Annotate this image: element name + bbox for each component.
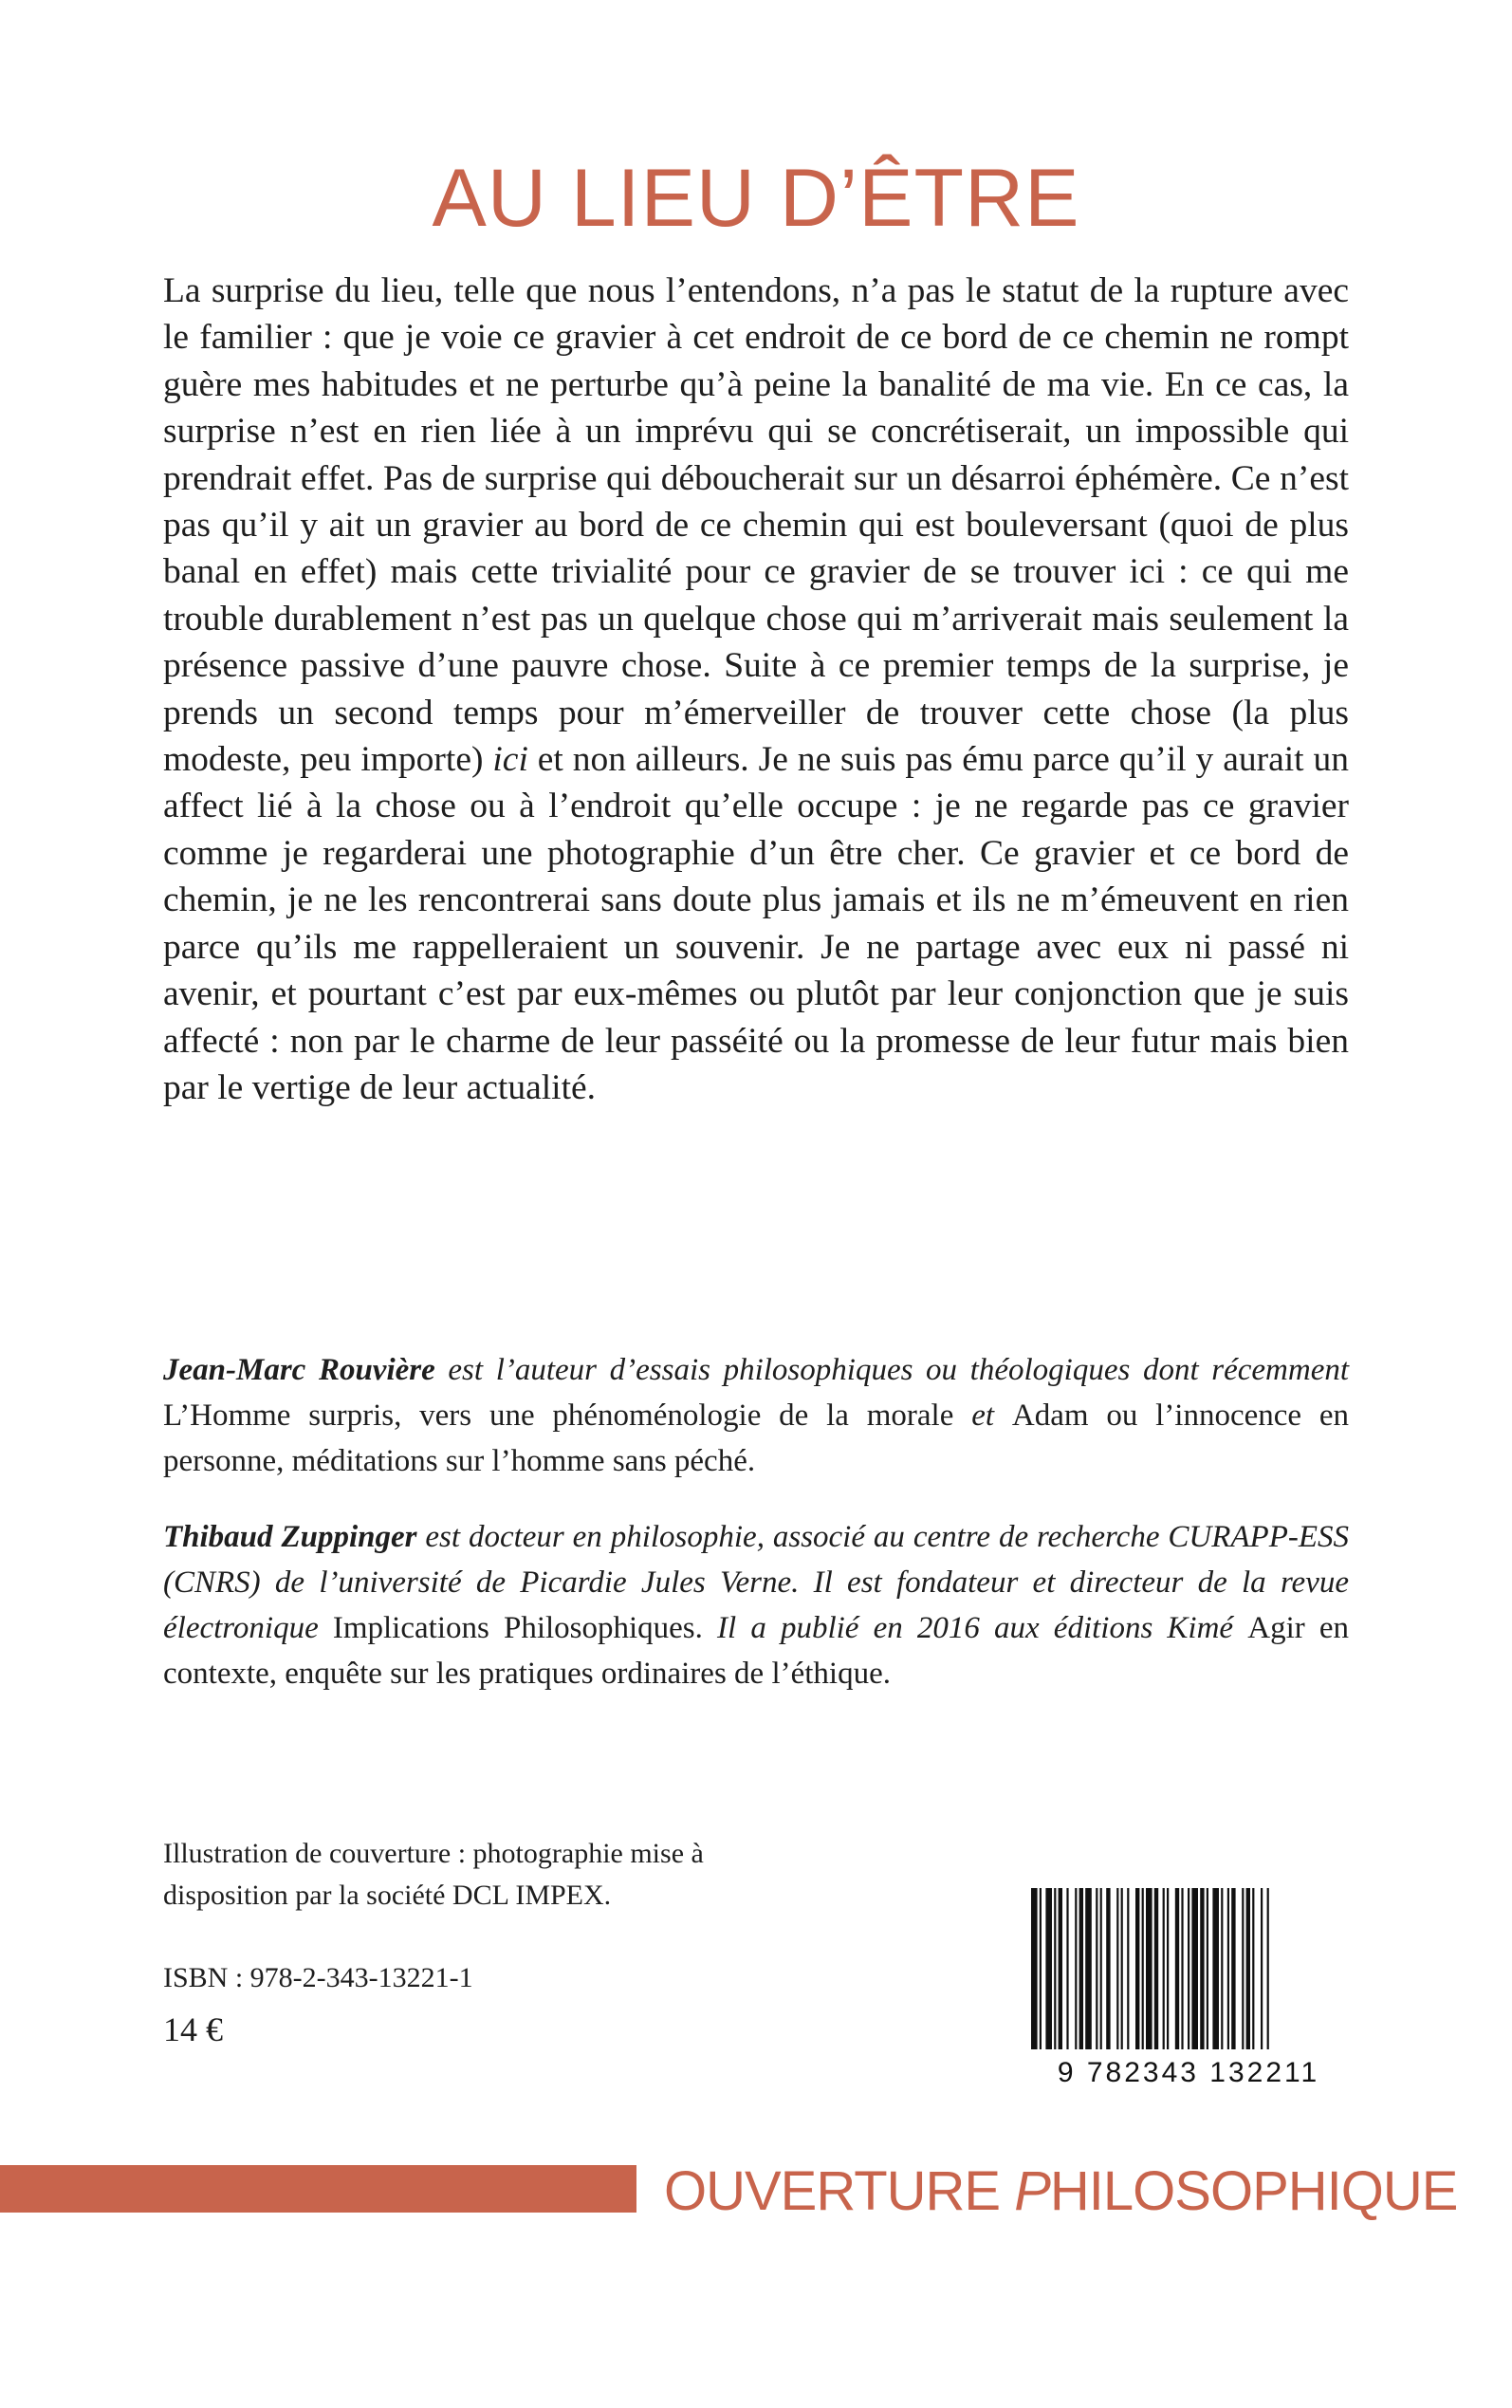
collection-name (664, 2159, 1512, 2223)
author-name: Jean-Marc Rouvière (163, 1353, 435, 1387)
barcode-bar (1066, 1888, 1068, 2049)
barcode-bar (1212, 1888, 1219, 2049)
barcode-bar (1085, 1888, 1092, 2049)
barcode-bar (1246, 1888, 1250, 2049)
barcode-bar (1079, 1888, 1083, 2049)
barcode-bar (1221, 1888, 1223, 2049)
barcode-bar (1242, 1888, 1244, 2049)
barcode-bar (1261, 1888, 1263, 2049)
barcode-bar (1163, 1888, 1165, 2049)
summary-text: La surprise du lieu, telle que nous l’entendons, n’a pas le statut de la rupture avec le familier : que je voie ce gravier à cet endroit de ce bord de ce chemin ne rompt guère mes habitudes et ne perturbe qu’à peine la banalité de ma vie. En ce cas, la surprise n’est en rien liée à un imprévu qui se concrétiserait, un impossible qui prendrait effet. Pas de surprise qui déboucherait sur un désarroi éphémère. Ce n’est pas qu’il y ait un gravier au bord de ce chemin qui est bouleversant (quoi de plus banal en effet) mais cette trivialité pour ce gravier de se trouver ici : ce qui me trouble durablement n’est pas un quelque chose qui m’arriverait mais seulement la présence passive d’une pauvre chose. Suite à ce premier temps de la surprise, je prends un second temps pour m’émerveiller de trouver cette chose (la plus modeste, peu importe) (163, 271, 1349, 780)
barcode (1027, 1888, 1350, 2087)
author-name: Thibaud Zuppinger (163, 1520, 417, 1554)
barcode-bar (1096, 1888, 1097, 2049)
barcode-bar (1267, 1888, 1269, 2049)
collection-bar (0, 2165, 636, 2213)
barcode-bar (1031, 1888, 1038, 2049)
book-summary (163, 268, 1349, 1111)
collection-part: HILOSOPHIQUE (1049, 2160, 1458, 2222)
barcode-bar (1175, 1888, 1179, 2049)
barcode-bar (1142, 1888, 1144, 2049)
book-title-1: L’Homme surpris, vers une phénoménologie de la morale (163, 1398, 954, 1433)
bio-text: est l’auteur d’essais philosophiques ou théologiques dont récemment (448, 1353, 1350, 1387)
book-title-3: Agir en contexte, enquête sur les pratiques ordinaires de l’éthique. (163, 1611, 1350, 1691)
journal-title: Implications Philosophiques. (332, 1611, 703, 1645)
book-title-2: Adam ou l’innocence en personne, méditations sur l’homme sans péché. (163, 1398, 1350, 1478)
barcode-bar (1116, 1888, 1118, 2049)
barcode-bar (1100, 1888, 1102, 2049)
price: 14 € (163, 2010, 223, 2048)
barcode-bar (1135, 1888, 1139, 2049)
collection-part: OUVERTURE (664, 2160, 1015, 2222)
barcode-bar (1040, 1888, 1042, 2049)
barcode-bar (1252, 1888, 1254, 2049)
book-title: AU LIEU D’ÊTRE (432, 153, 1080, 244)
barcode-bar (1075, 1888, 1077, 2049)
author-bio-zuppinger (163, 1514, 1349, 1696)
barcode-bar (1227, 1888, 1229, 2049)
collection-part-italic: P (1014, 2160, 1050, 2222)
isbn: ISBN : 978-2-343-13221-1 (163, 1962, 473, 1993)
author-bio-rouviere (163, 1347, 1349, 1484)
barcode-bar (1181, 1888, 1183, 2049)
barcode-bar (1121, 1888, 1123, 2049)
barcode-bar (1200, 1888, 1204, 2049)
barcode-bar (1154, 1888, 1158, 2049)
bio-text: et (971, 1398, 995, 1433)
barcode-bar (1059, 1888, 1062, 2049)
cover-credit: Illustration de couverture : photographie mise à disposition par la société DCL IMPEX. (163, 1838, 704, 1911)
barcode-icon (1027, 1888, 1350, 2087)
barcode-bar (1054, 1888, 1056, 2049)
barcode-digits: 9 782343 132211 (1057, 2057, 1320, 2087)
barcode-bar (1127, 1888, 1129, 2049)
summary-ici: ici (492, 740, 528, 780)
barcode-bar (1167, 1888, 1169, 2049)
barcode-bar (1106, 1888, 1110, 2049)
barcode-bar (1188, 1888, 1189, 2049)
summary-text-end: et non ailleurs. Je ne suis pas ému parce qu’il y aurait un affect lié à la chose ou à l’endroit qu’elle occupe : je ne regarde pas ce gravier comme je regarderai une photographie d’un être cher. Ce gravier et ce bord de chemin, je ne les rencontrerai sans doute plus jamais et ils ne m’émeuvent en rien parce qu’ils me rappelleraient un souvenir. Je ne partage avec eux ni passé ni avenir, et pourtant c’est par eux-mêmes ou plutôt par leur conjonction que je suis affecté : non par le charme de leur passéité ou la promesse de leur futur mais bien par le vertige de leur actualité. (163, 740, 1349, 1107)
barcode-bar (1045, 1888, 1052, 2049)
bio-text: est docteur en philosophie, associé au centre de recherche CURAPP-ESS (CNRS) de l’université de Picardie Jules Verne. Il est fondateur et directeur de la revue électronique (163, 1520, 1349, 1645)
bio-text: Il a publié en 2016 aux éditions Kimé (717, 1611, 1234, 1645)
barcode-bar (1146, 1888, 1152, 2049)
barcode-bar (1231, 1888, 1235, 2049)
barcode-bar (1207, 1888, 1208, 2049)
barcode-bar (1191, 1888, 1198, 2049)
